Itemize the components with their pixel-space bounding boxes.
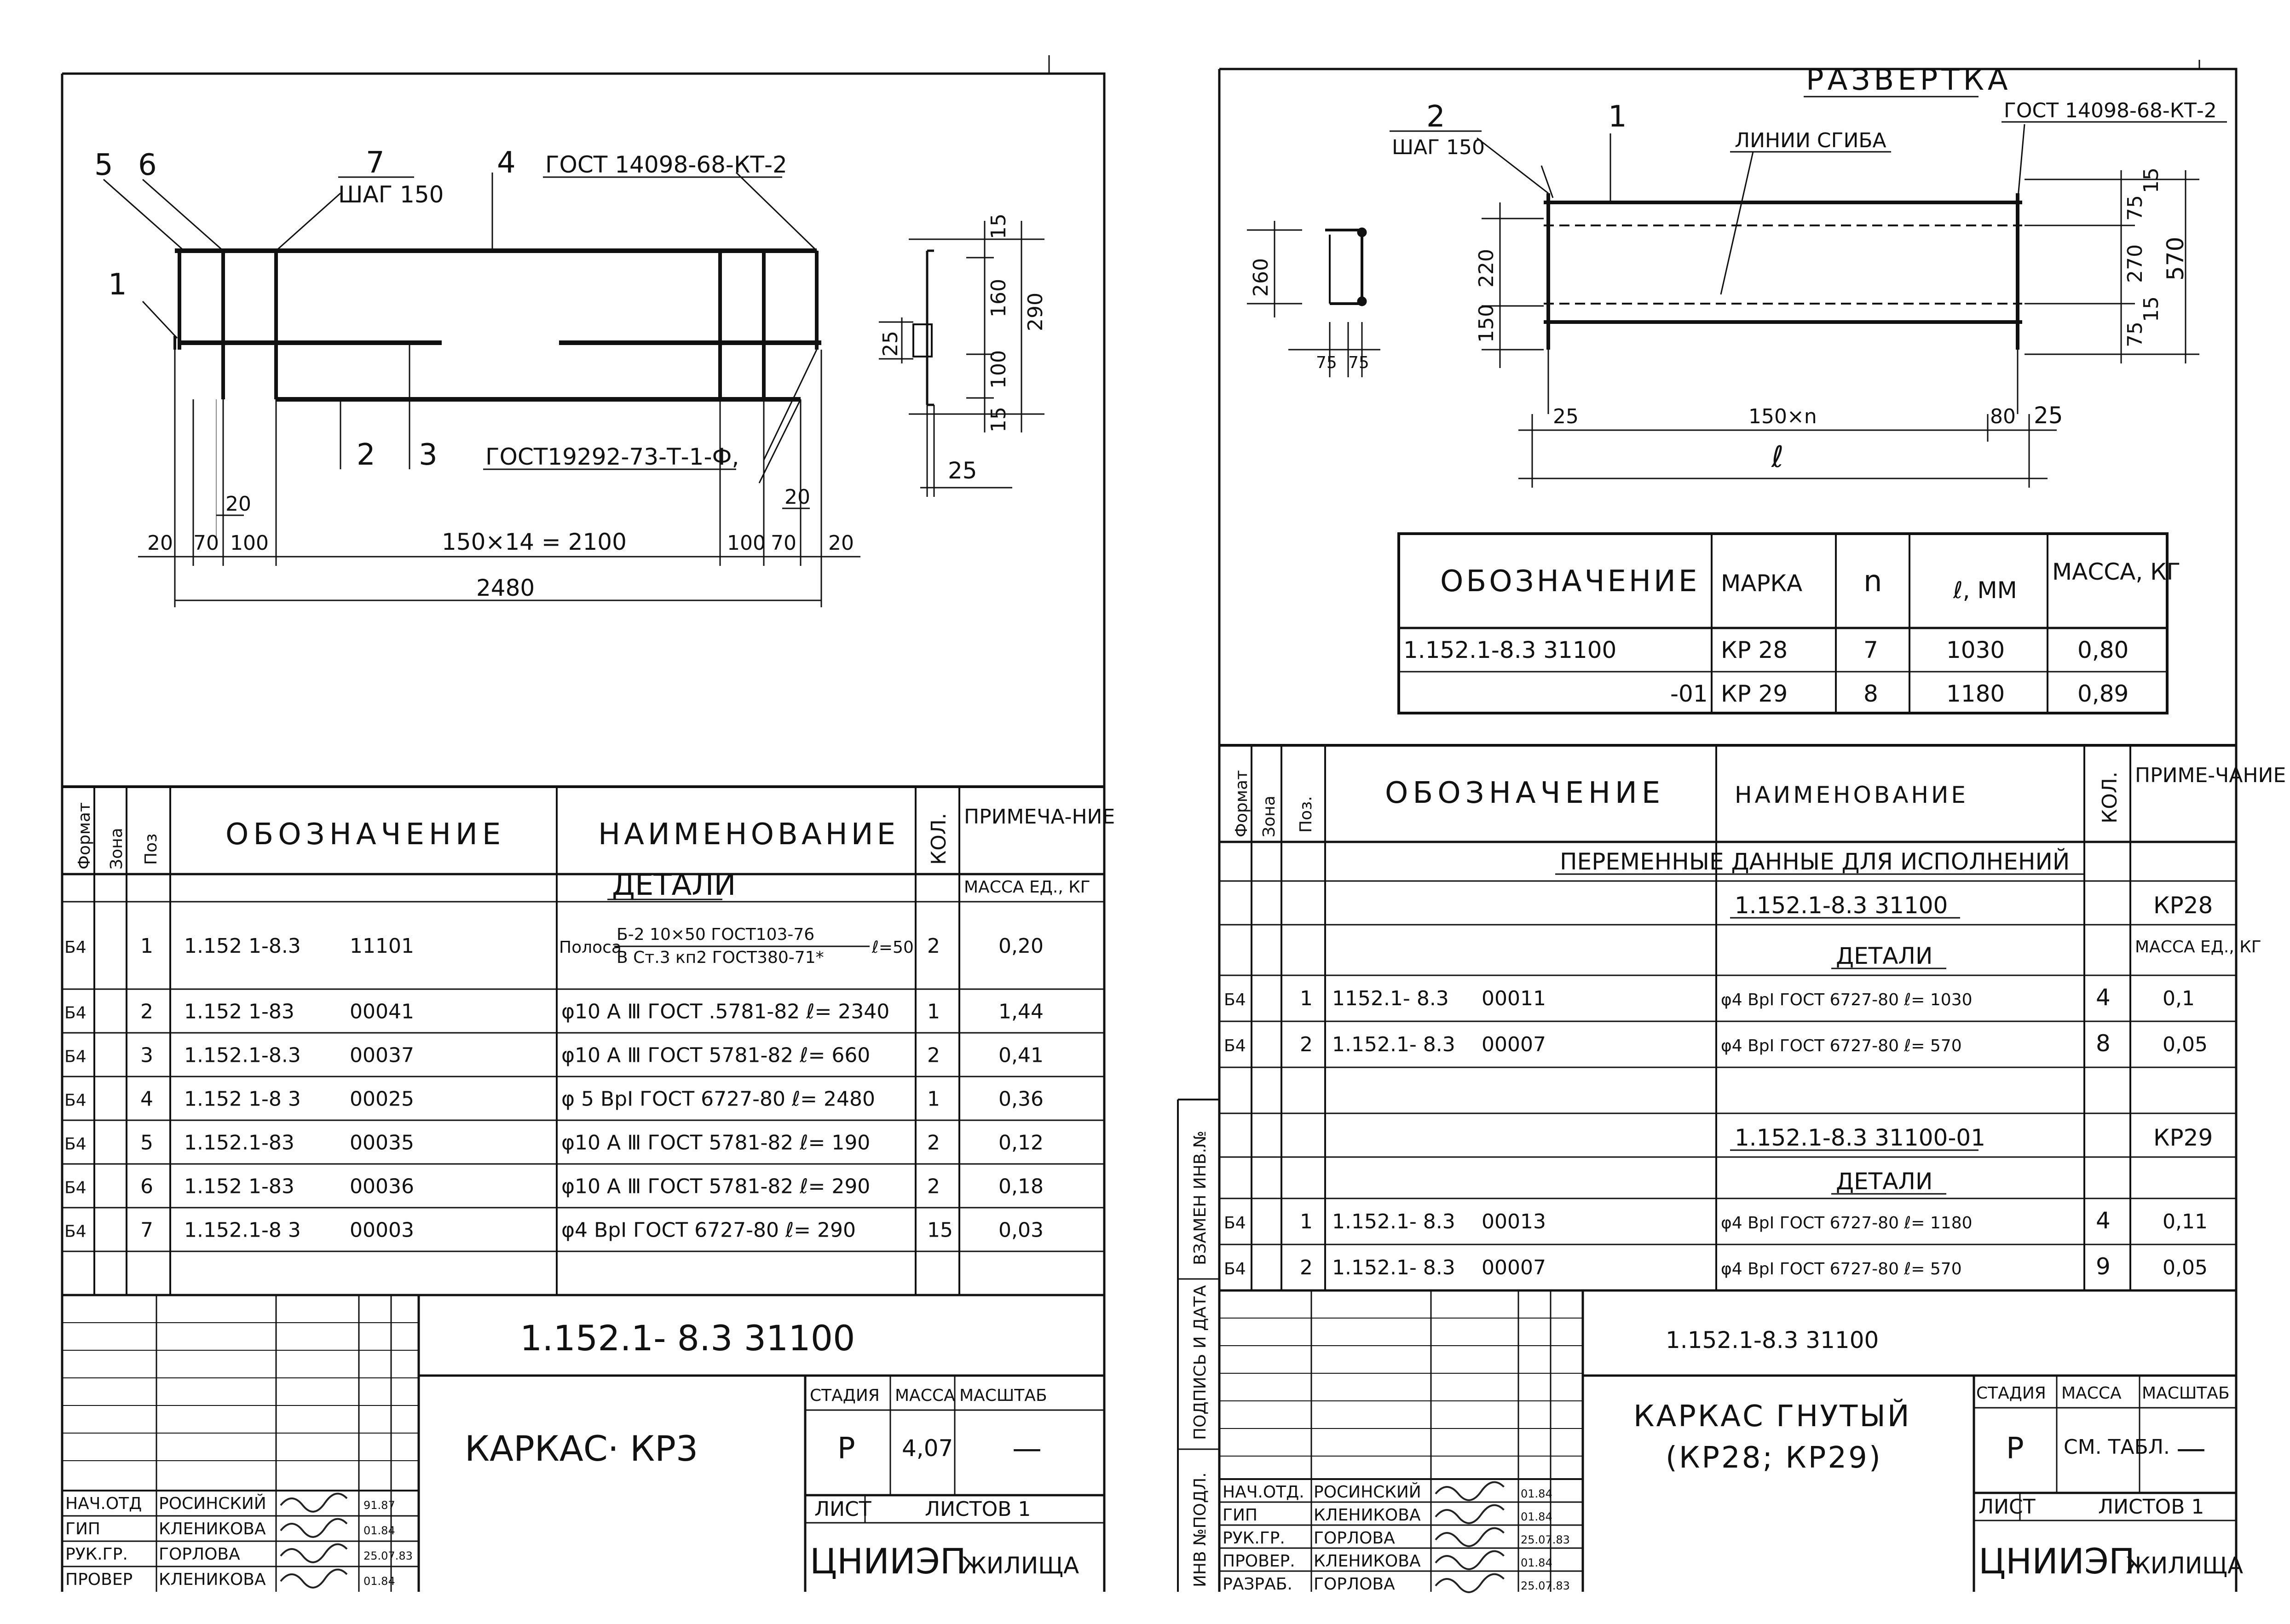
variant-n: 8 xyxy=(1863,680,1878,707)
right-scale: — xyxy=(2176,1432,2206,1466)
sec-290: 290 xyxy=(1024,293,1047,331)
right-220: 220 xyxy=(1475,249,1498,288)
right-570: 570 xyxy=(2162,236,2189,281)
dim-total: 2480 xyxy=(476,575,535,601)
row-code: 1.152 1-8.3 xyxy=(184,934,301,958)
right-gost: ГОСТ 14098-68-КТ-2 xyxy=(2004,99,2217,122)
signer-name: КЛЕНИКОВА xyxy=(159,1520,266,1538)
variant-mark: КР 29 xyxy=(1721,680,1788,707)
row-number: 00037 xyxy=(350,1043,414,1067)
right-spec-table xyxy=(1219,745,2236,1290)
right-title-1: КАРКАС ГНУТЫЙ xyxy=(1633,1399,1911,1434)
left-mass-h: МАССА xyxy=(895,1386,955,1405)
row-format: Б4 xyxy=(64,1047,87,1066)
signature-mark xyxy=(1436,1574,1504,1592)
variant-length: 1180 xyxy=(1946,680,2005,707)
signer-date: 25.07.83 xyxy=(1521,1579,1570,1592)
row-name: φ10 А Ⅲ ГОСТ 5781-82 ℓ= 290 xyxy=(561,1175,871,1198)
left-stage-h: СТАДИЯ xyxy=(810,1386,880,1405)
row-name: φ4 ВрⅠ ГОСТ 6727-80 ℓ= 1030 xyxy=(1721,991,1973,1009)
row-code: 1.152.1- 8.3 xyxy=(1332,1033,1455,1056)
left-sheet xyxy=(62,55,1115,1592)
dim-20b: 20 xyxy=(784,485,810,509)
r-hdr-name: НАИМЕНОВАНИЕ xyxy=(1735,782,1968,808)
right-pos-2: 2 xyxy=(1426,100,1445,134)
signer-date: 25.07.83 xyxy=(363,1549,413,1562)
row-position: 1 xyxy=(1300,1210,1313,1233)
right-25b: 25 xyxy=(2034,402,2063,429)
signer-role: РАЗРАБ. xyxy=(1223,1575,1292,1594)
var-h-n: n xyxy=(1863,564,1882,599)
row-code: 1.152.1- 8.3 xyxy=(1332,1256,1455,1279)
row-name: φ4 ВрⅠ ГОСТ 6727-80 ℓ= 570 xyxy=(1721,1260,1962,1278)
row-position: 2 xyxy=(1300,1256,1313,1279)
row-mass: 0,36 xyxy=(998,1087,1044,1111)
sec-15a: 15 xyxy=(987,213,1010,239)
right-bend-label: ЛИНИИ СГИБА xyxy=(1735,129,1886,152)
dim-20a: 20 xyxy=(225,492,251,516)
side-label-3: ИНВ №ПОДЛ. xyxy=(1191,1472,1210,1587)
sec-25b: 25 xyxy=(948,457,977,484)
row-mass: 0,05 xyxy=(2163,1256,2208,1279)
variant-mass: 0,89 xyxy=(2077,680,2129,707)
right-stage: Р xyxy=(2006,1432,2024,1466)
signer-name: ГОРЛОВА xyxy=(1314,1575,1395,1594)
right-pos-1: 1 xyxy=(1608,100,1627,134)
row-number: 00013 xyxy=(1482,1210,1546,1233)
hdr-qty: КОЛ. xyxy=(927,813,951,865)
variant-mark: КР 28 xyxy=(1721,637,1788,663)
right-mass-h: МАССА xyxy=(2061,1384,2122,1403)
row-qty: 15 xyxy=(927,1218,953,1242)
right-75b: 75 xyxy=(2123,322,2147,347)
row-name: φ10 А Ⅲ ГОСТ 5781-82 ℓ= 190 xyxy=(561,1131,871,1155)
signer-name: ГОРЛОВА xyxy=(1314,1529,1395,1548)
sec-160: 160 xyxy=(987,279,1010,317)
signature-mark xyxy=(1436,1528,1504,1546)
signer-date: 01.84 xyxy=(1521,1556,1552,1569)
r-details-2: ДЕТАЛИ xyxy=(1836,1168,1933,1195)
row-mass: 0,1 xyxy=(2163,987,2195,1010)
hdr-designation: ОБОЗНАЧЕНИЕ xyxy=(225,818,506,852)
variant-designation: 1.152.1-8.3 31100 xyxy=(1403,637,1617,663)
dim-100-right: 100 xyxy=(727,531,766,555)
right-75a: 75 xyxy=(2123,195,2147,221)
row-mass: 0,05 xyxy=(2163,1033,2208,1056)
row-qty: 4 xyxy=(2096,1207,2111,1234)
right-doc-number: 1.152.1-8.3 31100 xyxy=(1666,1327,1879,1353)
r-details-1: ДЕТАЛИ xyxy=(1836,943,1933,969)
row-number: 00041 xyxy=(350,1000,414,1024)
row-format: Б4 xyxy=(64,1178,87,1198)
cage-section xyxy=(879,221,1044,497)
gost-top-label: ГОСТ 14098-68-КТ-2 xyxy=(545,151,787,178)
r-hdr-designation: ОБОЗНАЧЕНИЕ xyxy=(1385,776,1665,810)
variant-designation: -01 xyxy=(1670,680,1708,707)
right-15b: 15 xyxy=(2140,296,2163,322)
row-mass: 0,18 xyxy=(998,1175,1044,1198)
hdr-zone: Зона xyxy=(107,828,126,870)
right-75-1: 75 xyxy=(1316,353,1337,372)
left-sheets: ЛИСТОВ 1 xyxy=(925,1497,1031,1521)
row-qty: 2 xyxy=(927,1175,940,1198)
row-code: 1.152 1-83 xyxy=(184,1175,294,1198)
right-stage-h: СТАДИЯ xyxy=(1976,1384,2046,1403)
r-hdr-format: Формат xyxy=(1232,770,1251,837)
var-h-mass: МАССА, КГ xyxy=(2052,559,2181,585)
row-format: Б4 xyxy=(64,1222,87,1241)
right-title-2: (КР28; КР29) xyxy=(1666,1441,1882,1475)
left-scale: — xyxy=(1012,1432,1042,1466)
row-position: 6 xyxy=(140,1175,153,1198)
right-150: 150 xyxy=(1475,304,1498,343)
signature-mark xyxy=(281,1519,347,1537)
row-name: φ4 ВрⅠ ГОСТ 6727-80 ℓ= 570 xyxy=(1721,1037,1962,1055)
row-number: 00007 xyxy=(1482,1033,1546,1056)
signer-role: НАЧ.ОТД. xyxy=(1223,1483,1304,1502)
pos-6-label: 6 xyxy=(138,148,157,182)
gost-mid-label: ГОСТ19292-73-Т-1-Ф, xyxy=(485,443,739,470)
row-qty: 2 xyxy=(927,1043,940,1067)
right-150n: 150×n xyxy=(1748,405,1817,428)
sec-25: 25 xyxy=(879,331,902,357)
signer-role: НАЧ.ОТД xyxy=(65,1494,142,1513)
right-pitch: ШАГ 150 xyxy=(1392,136,1485,159)
signer-date: 01.84 xyxy=(1521,1510,1552,1523)
row-name-bottom: В Ст.3 кп2 ГОСТ380-71* xyxy=(617,948,824,967)
row-qty: 9 xyxy=(2096,1253,2111,1280)
right-org2: ЖИЛИЩА xyxy=(2126,1552,2244,1579)
row-format: Б4 xyxy=(1224,991,1246,1009)
row-format: Б4 xyxy=(1224,1037,1246,1055)
row-name: φ 5 ВрⅠ ГОСТ 6727-80 ℓ= 2480 xyxy=(561,1087,875,1111)
row-number: 00003 xyxy=(350,1218,414,1242)
dim-100-left: 100 xyxy=(230,531,269,555)
right-sheet xyxy=(1178,60,2286,1594)
right-sheets: ЛИСТОВ 1 xyxy=(2098,1495,2204,1519)
signer-name: РОСИНСКИЙ xyxy=(159,1494,266,1513)
hdr-name: НАИМЕНОВАНИЕ xyxy=(598,818,900,852)
right-80: 80 xyxy=(1990,405,2016,428)
signer-role: ГИП xyxy=(1223,1506,1257,1525)
left-mass: 4,07 xyxy=(902,1435,953,1462)
dim-20-right: 20 xyxy=(828,531,854,555)
row-code: 1.152.1-83 xyxy=(184,1131,294,1155)
var-h-l: ℓ, ММ xyxy=(1953,577,2017,604)
row-format: Б4 xyxy=(64,1003,87,1023)
signer-role: ГИП xyxy=(65,1520,100,1538)
row-name-top: Б-2 10×50 ГОСТ103-76 xyxy=(617,925,815,944)
left-org: ЦНИИЭП xyxy=(810,1541,967,1582)
row-code: 1152.1- 8.3 xyxy=(1332,987,1449,1010)
row-qty: 1 xyxy=(927,1000,940,1024)
row-qty: 2 xyxy=(927,1131,940,1155)
hdr-pos: Поз xyxy=(142,833,161,865)
row-qty: 4 xyxy=(2096,984,2111,1011)
signature-mark xyxy=(1436,1505,1504,1523)
signer-date: 91.87 xyxy=(363,1499,395,1512)
r-hdr-zone: Зона xyxy=(1260,795,1279,837)
signature-mark xyxy=(1436,1551,1504,1569)
row-number: 11101 xyxy=(350,934,414,958)
row-number: 00007 xyxy=(1482,1256,1546,1279)
hdr-format: Формат xyxy=(75,802,94,870)
signer-date: 01.84 xyxy=(363,1575,395,1588)
row-mass: 0,41 xyxy=(998,1043,1044,1067)
row-mass: 1,44 xyxy=(998,1000,1044,1024)
r-g1: 1.152.1-8.3 31100 xyxy=(1735,892,1948,919)
row-position: 1 xyxy=(140,934,153,958)
signer-date: 01.84 xyxy=(1521,1487,1552,1500)
signature-mark xyxy=(281,1544,347,1562)
row-mass: 0,03 xyxy=(998,1218,1044,1242)
row-name: φ10 А Ⅲ ГОСТ .5781-82 ℓ= 2340 xyxy=(561,1000,890,1024)
r-g1-note: КР28 xyxy=(2153,892,2213,919)
row-name: φ4 ВрⅠ ГОСТ 6727-80 ℓ= 290 xyxy=(561,1218,856,1242)
row-qty: 1 xyxy=(927,1087,940,1111)
r-variable: ПЕРЕМЕННЫЕ ДАННЫЕ ДЛЯ ИСПОЛНЕНИЙ xyxy=(1560,848,2070,875)
signer-name: КЛЕНИКОВА xyxy=(1314,1506,1421,1525)
signer-name: КЛЕНИКОВА xyxy=(1314,1552,1421,1571)
row-mass: 0,11 xyxy=(2163,1210,2208,1233)
left-scale-h: МАСШТАБ xyxy=(959,1386,1047,1405)
row-code: 1.152.1- 8.3 xyxy=(1332,1210,1455,1233)
row-format: Б4 xyxy=(1224,1260,1246,1278)
signer-role: ПРОВЕР. xyxy=(1223,1552,1295,1571)
r-g2: 1.152.1-8.3 31100-01 xyxy=(1735,1124,1986,1151)
row-position: 5 xyxy=(140,1131,153,1155)
right-drawing-title: РАЗВЕРТКА xyxy=(1806,63,2012,97)
right-25a: 25 xyxy=(1553,405,1579,428)
row-mass: 0,12 xyxy=(998,1131,1044,1155)
r-unit-mass: МАССА ЕД., КГ xyxy=(2135,938,2261,956)
r-g2-note: КР29 xyxy=(2153,1124,2213,1151)
left-sheet-h: ЛИСТ xyxy=(814,1497,871,1521)
signer-date: 01.84 xyxy=(363,1524,395,1537)
signature-mark xyxy=(281,1570,347,1588)
dim-span: 150×14 = 2100 xyxy=(442,529,627,555)
row-position: 2 xyxy=(140,1000,153,1024)
unfolded-cage xyxy=(1477,124,2199,488)
signer-date: 25.07.83 xyxy=(1521,1533,1570,1546)
row-format: Б4 xyxy=(64,1091,87,1110)
row-number: 00025 xyxy=(350,1087,414,1111)
row-position: 4 xyxy=(140,1087,153,1111)
signer-role: ПРОВЕР xyxy=(65,1570,133,1589)
row-name: Полоса xyxy=(559,938,622,957)
signer-role: РУК.ГР. xyxy=(1223,1529,1285,1548)
r-hdr-note: ПРИМЕ-ЧАНИЕ xyxy=(2135,764,2286,787)
section-details: ДЕТАЛИ xyxy=(612,868,736,902)
var-h-mark: МАРКА xyxy=(1721,570,1803,597)
signer-name: КЛЕНИКОВА xyxy=(159,1570,266,1589)
variant-n: 7 xyxy=(1863,637,1878,663)
sec-100: 100 xyxy=(987,350,1010,389)
pos-4-label: 4 xyxy=(497,146,516,180)
signature-mark xyxy=(281,1494,347,1512)
row-code: 1.152 1-83 xyxy=(184,1000,294,1024)
row-qty: 2 xyxy=(927,934,940,958)
right-sheet-h: ЛИСТ xyxy=(1979,1495,2036,1519)
position-labels xyxy=(94,146,854,601)
dim-70-left: 70 xyxy=(193,531,219,555)
variant-mass: 0,80 xyxy=(2077,637,2129,663)
var-h-des: ОБОЗНАЧЕНИЕ xyxy=(1440,564,1700,599)
row-name: φ4 ВрⅠ ГОСТ 6727-80 ℓ= 1180 xyxy=(1721,1214,1973,1232)
row-position: 1 xyxy=(1300,987,1313,1010)
r-hdr-pos: Поз. xyxy=(1297,796,1315,833)
side-label-1: ВЗАМЕН ИНВ.№ xyxy=(1191,1130,1210,1265)
pos-2-label: 2 xyxy=(357,438,375,472)
signer-name: ГОРЛОВА xyxy=(159,1545,240,1564)
row-position: 2 xyxy=(1300,1033,1313,1056)
left-stage: Р xyxy=(837,1432,855,1466)
left-spec-rows xyxy=(64,925,1044,1242)
right-spec-headers xyxy=(1232,764,2286,1195)
left-doc-number: 1.152.1- 8.3 31100 xyxy=(520,1318,855,1359)
left-org2: ЖИЛИЩА xyxy=(962,1552,1079,1579)
row-length: ℓ=50 xyxy=(872,938,914,957)
row-code: 1.152.1-8.3 xyxy=(184,1043,301,1067)
row-position: 7 xyxy=(140,1218,153,1242)
row-format: Б4 xyxy=(64,938,87,957)
row-number: 00036 xyxy=(350,1175,414,1198)
row-code: 1.152 1-8 3 xyxy=(184,1087,301,1111)
right-15a: 15 xyxy=(2140,167,2163,193)
right-75-2: 75 xyxy=(1348,353,1369,372)
right-270: 270 xyxy=(2123,244,2147,283)
row-number: 00011 xyxy=(1482,987,1546,1010)
dim-70-right: 70 xyxy=(771,531,796,555)
pos-1-label: 1 xyxy=(108,268,127,302)
unit-mass: МАССА ЕД., КГ xyxy=(964,878,1090,897)
row-number: 00035 xyxy=(350,1131,414,1155)
sec-15b: 15 xyxy=(987,407,1010,432)
left-title: КАРКАС· КР3 xyxy=(465,1428,698,1469)
variant-length: 1030 xyxy=(1946,637,2005,663)
right-org: ЦНИИЭП xyxy=(1979,1541,2135,1582)
row-format: Б4 xyxy=(1224,1214,1246,1232)
row-code: 1.152.1-8 3 xyxy=(184,1218,301,1242)
pitch-label: ШАГ 150 xyxy=(338,181,444,208)
right-mass: СМ. ТАБЛ. xyxy=(2064,1435,2170,1459)
r-hdr-qty: КОЛ. xyxy=(2098,772,2122,824)
pos-7-label: 7 xyxy=(366,146,385,180)
right-l: ℓ xyxy=(1771,440,1784,474)
signature-mark xyxy=(1436,1482,1504,1500)
signer-name: РОСИНСКИЙ xyxy=(1314,1483,1421,1502)
row-name: φ10 А Ⅲ ГОСТ 5781-82 ℓ= 660 xyxy=(561,1043,871,1067)
right-scale-h: МАСШТАБ xyxy=(2142,1384,2230,1403)
row-mass: 0,20 xyxy=(998,934,1044,958)
pos-5-label: 5 xyxy=(94,148,113,182)
side-label-2: ПОДПИСЬ И ДАТА xyxy=(1191,1285,1210,1440)
signer-role: РУК.ГР. xyxy=(65,1545,128,1564)
right-260: 260 xyxy=(1249,258,1273,297)
row-format: Б4 xyxy=(64,1134,87,1154)
dim-20-left: 20 xyxy=(147,531,173,555)
row-qty: 8 xyxy=(2096,1030,2111,1057)
hdr-note: ПРИМЕЧА-НИЕ xyxy=(964,805,1115,829)
pos-3-label: 3 xyxy=(419,438,438,472)
row-position: 3 xyxy=(140,1043,153,1067)
